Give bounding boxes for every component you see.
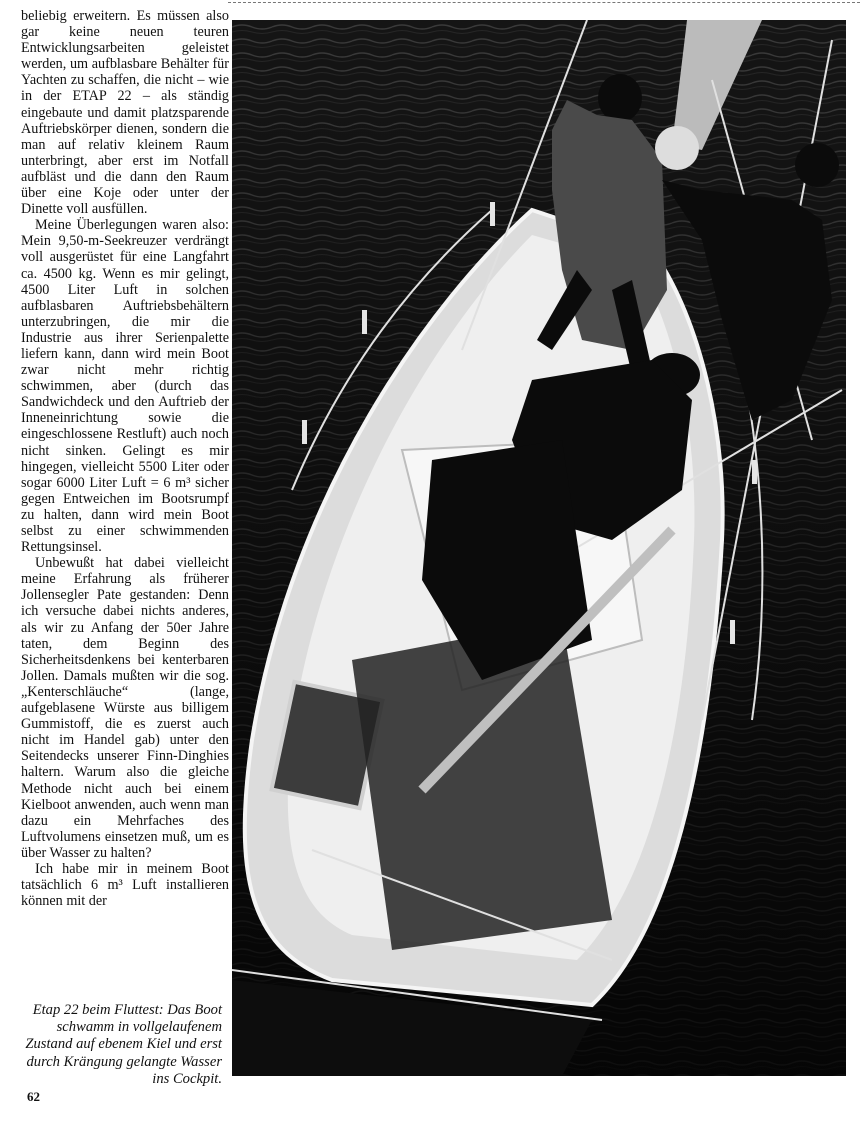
article-paragraph: Ich habe mir in meinem Boot tatsächlich 6 m³ Luft installieren können mit der bbox=[21, 860, 229, 910]
sailboat-photo bbox=[232, 20, 846, 1076]
article-column bbox=[21, 8, 229, 909]
page-number: 62 bbox=[27, 1089, 40, 1104]
article-paragraph: beliebig erweitern. Es müssen also gar keine neuen teuren Entwicklungsarbeiten geleistet werden, um aufblasbare Behälter für Yachten zu schaffen, die nicht – wie in der ETAP 22 – als ständig eingebaute und damit platzsparende Auftriebskörper dienen, sondern die man auf relativ kleinem Raum unterbringt, aber erst im Notfall aufbläst und die dann den Raum über eine Koje oder unter der Dinette voll ausfüllen. bbox=[21, 8, 229, 218]
sailboat-photo-illustration bbox=[232, 20, 846, 1076]
photo-caption: Etap 22 beim Fluttest: Das Boot schwamm in vollgelaufenem Zustand auf ebenem Kiel und erst durch Krängung gelangte Wasser ins Cockpit. bbox=[25, 1002, 222, 1087]
article-paragraph: Unbewußt hat dabei vielleicht meine Erfahrung als früherer Jollensegler Pate gestanden: Denn ich versuche dabei nichts anderes, als wir zu Anfang der 50er Jahre taten, dem Beginn des Sicherheitsdenkens bei kenterbaren Jollen. Damals mußten wir die sog. „Kenterschläuche“ (lange, aufgeblasene Würste aus billigem Gummistoff, die es zuerst auch nicht im Handel gab) unter den Seitendecks unserer Finn-Dinghies haltern. Warum also die gleiche Methode nicht auch bei einem Kielboot anwenden, auch wenn man dazu ein Mehrfaches des Luftvolumens einsetzen muß, um es über Wasser zu halten? bbox=[21, 555, 229, 861]
article-paragraph: Meine Überlegungen waren also: Mein 9,50-m-Seekreuzer verdrängt voll ausgerüstet für eine Langfahrt ca. 4500 kg. Wenn es mir gelingt, 4500 Liter Luft in solchen aufblasbaren Auftriebsbehältern unterzubringen, die mir die Industrie aus ihrer Serienpalette liefern kann, dann wird mein Boot zwar nicht mehr richtig schwimmen, aber (durch das Sandwichdeck und den Auftrieb der Inneneinrichtung sowie die eingeschlossene Restluft) auch noch nicht sinken. Gelingt es mir hingegen, vielleicht 5500 Liter oder sogar 6000 Liter Luft = 6 m³ sicher gegen Entweichen im Bootsrumpf zu halten, dann wird mein Boot selbst zu einer schwimmenden Rettungsinsel. bbox=[21, 217, 229, 556]
top-rule bbox=[228, 2, 860, 3]
